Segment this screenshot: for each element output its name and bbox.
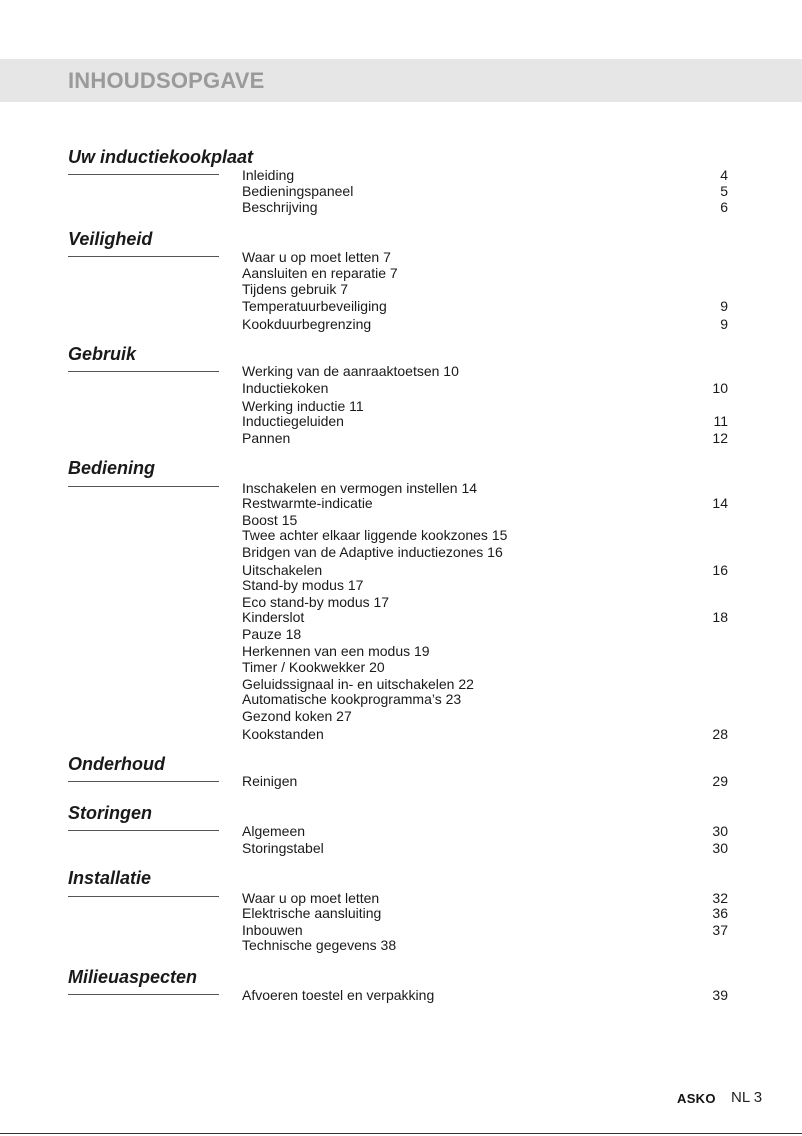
toc-entry-title: Inductiekoken	[242, 380, 329, 396]
toc-entry-page: 9	[720, 316, 728, 332]
toc-entry-title: Restwarmte-indicatie	[242, 495, 373, 511]
toc-entry[interactable]	[242, 298, 728, 314]
toc-entry-title: Kookstanden	[242, 726, 324, 742]
toc-entry-title: Inschakelen en vermogen instellen 14	[242, 480, 478, 496]
section-title: Milieuaspecten	[68, 967, 198, 987]
toc-entry-title: Inbouwen	[242, 922, 303, 938]
toc-entry[interactable]	[242, 937, 728, 953]
section-title: Veiligheid	[68, 229, 153, 249]
toc-entry-title: Stand-by modus 17	[242, 577, 364, 593]
toc-entry-title: Afvoeren toestel en verpakking	[242, 987, 435, 1003]
toc-entry[interactable]	[242, 527, 728, 543]
section-title: Bediening	[68, 458, 156, 478]
toc-entry-title: Temperatuurbeveiliging	[242, 298, 387, 314]
toc-entry-page: 29	[712, 773, 728, 789]
toc-entry[interactable]	[242, 363, 728, 379]
section-rule	[68, 174, 219, 175]
toc-entry-page: 9	[720, 298, 728, 314]
toc-entry-title: Pannen	[242, 430, 291, 446]
toc-entry-title: Inleiding	[242, 167, 295, 183]
toc-entry-page: 10	[712, 380, 728, 396]
section-title: Storingen	[68, 803, 152, 823]
toc-entry[interactable]	[242, 167, 728, 183]
toc-entry-title: Kinderslot	[242, 609, 305, 625]
toc-entry[interactable]	[242, 544, 728, 560]
toc-entry-title: Technische gegevens 38	[242, 937, 397, 953]
toc-entry[interactable]	[242, 691, 728, 707]
toc-entry-title: Beschrijving	[242, 199, 318, 215]
toc-entry-page: 32	[712, 890, 728, 906]
toc-entry-page: 37	[712, 922, 728, 938]
toc-entry-page: 12	[712, 430, 728, 446]
toc-entry[interactable]	[242, 380, 728, 396]
toc-entry[interactable]	[242, 577, 728, 593]
toc-entry-title: Reinigen	[242, 773, 298, 789]
section-rule	[68, 781, 219, 782]
toc-entry-title: Inductiegeluiden	[242, 413, 344, 429]
footer-rule	[0, 1133, 802, 1134]
toc-entry-title: Algemeen	[242, 823, 306, 839]
toc-entry-title: Gezond koken 27	[242, 708, 352, 724]
section-title: Uw inductiekookplaat	[68, 147, 254, 167]
toc-entry[interactable]	[242, 265, 728, 281]
page-number: NL 3	[731, 1089, 763, 1106]
toc-entry[interactable]	[242, 430, 728, 446]
section-title: Onderhoud	[68, 754, 165, 774]
toc-entry[interactable]	[242, 495, 728, 511]
toc-entry-page: 5	[720, 183, 728, 199]
toc-entry-page: 30	[712, 823, 728, 839]
toc-entry[interactable]	[242, 609, 728, 625]
toc-entry-title: Bedieningspaneel	[242, 183, 354, 199]
toc-entry[interactable]	[242, 316, 728, 332]
toc-entry-title: Pauze 18	[242, 626, 302, 642]
toc-entry[interactable]	[242, 626, 728, 642]
toc-entry-page: 28	[712, 726, 728, 742]
section-rule	[68, 486, 219, 487]
toc-entry[interactable]	[242, 643, 728, 659]
toc-entry[interactable]	[242, 922, 728, 938]
toc-entry[interactable]	[242, 708, 728, 724]
toc-entry[interactable]	[242, 890, 728, 906]
toc-entry-title: Waar u op moet letten 7	[242, 249, 391, 265]
toc-entry[interactable]	[242, 823, 728, 839]
toc-entry-page: 6	[720, 199, 728, 215]
toc-entry-page: 39	[712, 987, 728, 1003]
toc-entry[interactable]	[242, 398, 728, 414]
toc-entry[interactable]	[242, 480, 728, 496]
section-rule	[68, 830, 219, 831]
toc-entry[interactable]	[242, 905, 728, 921]
toc-entry[interactable]	[242, 987, 728, 1003]
section-rule	[68, 256, 219, 257]
brand-logo: ASKO	[677, 1091, 716, 1106]
toc-entry-title: Automatische kookprogramma’s 23	[242, 691, 462, 707]
toc-entry-title: Twee achter elkaar liggende kookzones 15	[242, 527, 508, 543]
toc-entry-title: Geluidssignaal in- en uitschakelen 22	[242, 676, 474, 692]
section-title: Gebruik	[68, 344, 137, 364]
page-title: INHOUDSOPGAVE	[68, 68, 265, 93]
toc-entry-page: 18	[712, 609, 728, 625]
toc-entry[interactable]	[242, 676, 728, 692]
toc-entry-title: Boost 15	[242, 512, 298, 528]
toc-entry[interactable]	[242, 659, 728, 675]
toc-entry-page: 4	[720, 167, 728, 183]
toc-entry-page: 16	[712, 562, 728, 578]
toc-entry-title: Bridgen van de Adaptive inductiezones 16	[242, 544, 503, 560]
toc-entry[interactable]	[242, 183, 728, 199]
toc-entry[interactable]	[242, 773, 728, 789]
section-title: Installatie	[68, 868, 152, 888]
toc-entry[interactable]	[242, 199, 728, 215]
toc-entry-title: Waar u op moet letten	[242, 890, 380, 906]
toc-entry-title: Kookduurbegrenzing	[242, 316, 372, 332]
toc-entry-title: Werking inductie 11	[242, 398, 364, 414]
section-rule	[68, 994, 219, 995]
toc-entry-page: 30	[712, 840, 728, 856]
toc-entry[interactable]	[242, 840, 728, 856]
toc-entry-title: Storingstabel	[242, 840, 324, 856]
toc-entry[interactable]	[242, 726, 728, 742]
toc-entry[interactable]	[242, 281, 728, 297]
toc-entry-title: Tijdens gebruik 7	[242, 281, 349, 297]
toc-entry-page: 11	[713, 413, 728, 429]
toc-entry[interactable]	[242, 249, 728, 265]
toc-entry-title: Eco stand-by modus 17	[242, 594, 390, 610]
toc-entry[interactable]	[242, 413, 728, 429]
section-rule	[68, 896, 219, 897]
toc-entry[interactable]	[242, 594, 728, 610]
toc-entry-title: Timer / Kookwekker 20	[242, 659, 385, 675]
section-rule	[68, 371, 219, 372]
toc-entry-title: Herkennen van een modus 19	[242, 643, 430, 659]
toc-entry-page: 14	[712, 495, 728, 511]
toc-entry-title: Werking van de aanraaktoetsen 10	[242, 363, 459, 379]
toc-entry[interactable]	[242, 512, 728, 528]
toc-entry-title: Elektrische aansluiting	[242, 905, 382, 921]
toc-entry[interactable]	[242, 562, 728, 578]
toc-entry-title: Uitschakelen	[242, 562, 323, 578]
toc-entry-title: Aansluiten en reparatie 7	[242, 265, 398, 281]
toc-entry-page: 36	[712, 905, 728, 921]
